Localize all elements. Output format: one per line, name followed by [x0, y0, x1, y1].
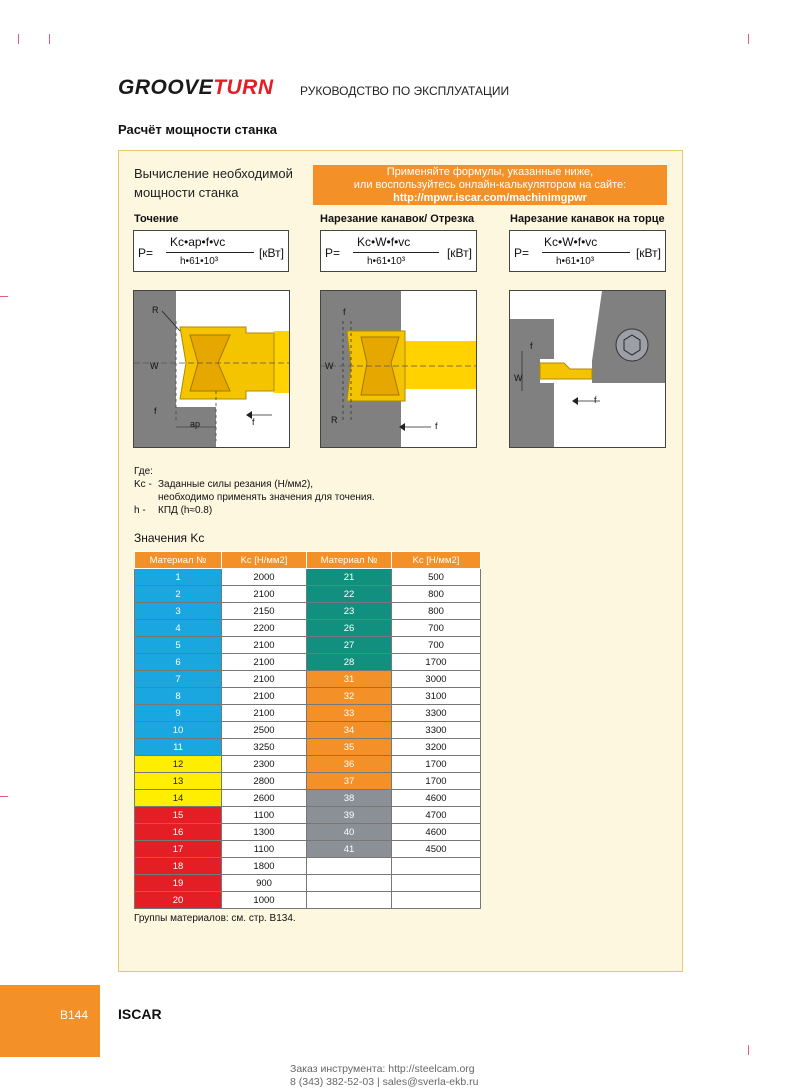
grooving-diagram [320, 290, 477, 448]
banner-line1: Применяйте формулы, указанные ниже, [386, 166, 594, 178]
material-cell: 6 [135, 654, 222, 671]
material-cell: 32 [307, 688, 392, 705]
legend-h-row [134, 504, 534, 517]
material-cell: 28 [307, 654, 392, 671]
brand-logo [118, 76, 274, 100]
table-row [135, 807, 481, 824]
header-material-2: Материал № [307, 552, 392, 569]
material-cell: 19 [135, 875, 222, 892]
kc-value-cell [392, 858, 481, 875]
kc-table [134, 551, 481, 909]
formula-numerator: Kc•W•f•vc [544, 235, 598, 249]
f-label: f [530, 341, 533, 351]
table-row [135, 705, 481, 722]
formula-label-grooving: Нарезание канавок/ Отрезка [320, 213, 475, 225]
page-number: B144 [60, 1008, 89, 1022]
kc-value-cell: 900 [222, 875, 307, 892]
legend-kc-row [134, 478, 534, 491]
formula-unit: [кВт] [258, 246, 284, 260]
crop-mark [748, 1045, 749, 1055]
material-cell: 16 [135, 824, 222, 841]
material-cell: 38 [307, 790, 392, 807]
crop-mark [0, 296, 8, 297]
material-cell: 37 [307, 773, 392, 790]
formula-denominator: h•61•10³ [180, 256, 219, 267]
banner-line2: или воспользуйтесь онлайн-калькулятором на сайте: [353, 179, 627, 191]
kc-value-cell: 1100 [222, 807, 307, 824]
ap-label: ap [190, 419, 201, 429]
material-cell: 8 [135, 688, 222, 705]
material-cell: 27 [307, 637, 392, 654]
formula-p: P= [514, 246, 530, 260]
table-row [135, 824, 481, 841]
crop-mark [0, 796, 8, 797]
legend-kc-key: Kc - [134, 479, 152, 490]
table-row [135, 875, 481, 892]
material-cell: 36 [307, 756, 392, 773]
kc-value-cell: 2100 [222, 671, 307, 688]
calculator-banner [313, 165, 667, 205]
feed-label: f [435, 421, 438, 431]
kc-value-cell [392, 875, 481, 892]
f-label: f [154, 406, 157, 416]
kc-value-cell: 2200 [222, 620, 307, 637]
material-cell: 31 [307, 671, 392, 688]
face-grooving-diagram [509, 290, 666, 448]
table-row [135, 841, 481, 858]
fraction-line [542, 252, 630, 253]
turning-diagram [133, 290, 290, 448]
fraction-line [166, 252, 254, 253]
kc-value-cell: 2500 [222, 722, 307, 739]
legend-kc-text2: необходимо применять значения для точения. [158, 492, 375, 503]
material-cell: 21 [307, 569, 392, 586]
formula-box-face-grooving [509, 230, 666, 272]
kc-value-cell: 2100 [222, 586, 307, 603]
kc-value-cell: 4600 [392, 790, 481, 807]
panel-heading-line1: Вычисление необходимой [134, 166, 293, 181]
material-cell [307, 875, 392, 892]
kc-value-cell: 1100 [222, 841, 307, 858]
table-row [135, 569, 481, 586]
material-cell: 20 [135, 892, 222, 909]
formula-box-turning [133, 230, 289, 272]
section-title: Расчёт мощности станка [118, 122, 277, 137]
material-cell: 33 [307, 705, 392, 722]
material-cell: 12 [135, 756, 222, 773]
material-cell: 22 [307, 586, 392, 603]
kc-value-cell: 700 [392, 637, 481, 654]
table-row [135, 603, 481, 620]
table-row [135, 637, 481, 654]
formula-label-face-grooving: Нарезание канавок на торце [510, 213, 665, 225]
table-row [135, 790, 481, 807]
material-cell: 4 [135, 620, 222, 637]
kc-value-cell: 1300 [222, 824, 307, 841]
material-cell: 13 [135, 773, 222, 790]
material-cell: 5 [135, 637, 222, 654]
kc-value-cell: 1700 [392, 756, 481, 773]
legend-h-key: h - [134, 505, 146, 516]
material-cell: 2 [135, 586, 222, 603]
kc-value-cell: 2100 [222, 688, 307, 705]
table-row [135, 671, 481, 688]
material-cell: 26 [307, 620, 392, 637]
feed-label: f [252, 417, 255, 427]
contact-info [290, 1063, 478, 1089]
kc-table-header [135, 552, 481, 569]
formula-numerator: Kc•W•f•vc [357, 235, 411, 249]
w-label: W [325, 361, 334, 371]
formula-denominator: h•61•10³ [556, 256, 595, 267]
kc-value-cell: 800 [392, 586, 481, 603]
kc-value-cell: 2000 [222, 569, 307, 586]
kc-value-cell: 700 [392, 620, 481, 637]
kc-value-cell: 800 [392, 603, 481, 620]
header-kc-2: Kc [Н/мм2] [392, 552, 481, 569]
formula-unit: [кВт] [635, 246, 661, 260]
table-row [135, 586, 481, 603]
formula-unit: [кВт] [446, 246, 472, 260]
header-material-1: Материал № [135, 552, 222, 569]
w-label: W [150, 361, 159, 371]
f-label: f [343, 307, 346, 317]
r-label: R [152, 305, 159, 315]
table-row [135, 739, 481, 756]
feed-label: f [594, 395, 597, 405]
table-row [135, 688, 481, 705]
table-row [135, 892, 481, 909]
material-cell: 14 [135, 790, 222, 807]
table-row [135, 654, 481, 671]
material-cell: 15 [135, 807, 222, 824]
kc-value-cell: 2100 [222, 705, 307, 722]
kc-value-cell: 2150 [222, 603, 307, 620]
crop-mark [748, 34, 749, 44]
kc-value-cell: 2100 [222, 654, 307, 671]
page-subtitle: РУКОВОДСТВО ПО ЭКСПЛУАТАЦИИ [300, 84, 510, 98]
kc-value-cell: 3250 [222, 739, 307, 756]
kc-table-title: Значения Kc [134, 531, 205, 545]
formula-denominator: h•61•10³ [367, 256, 406, 267]
header-kc-1: Kc [Н/мм2] [222, 552, 307, 569]
kc-value-cell: 1700 [392, 773, 481, 790]
kc-value-cell: 500 [392, 569, 481, 586]
kc-table-note: Группы материалов: см. стр. B134. [134, 913, 296, 924]
kc-value-cell: 3200 [392, 739, 481, 756]
formula-label-turning: Точение [134, 213, 179, 225]
material-cell: 34 [307, 722, 392, 739]
brand-part2: TURN [213, 76, 274, 99]
fraction-line [353, 252, 439, 253]
face-grooving-diagram-svg [510, 291, 666, 448]
kc-value-cell: 4600 [392, 824, 481, 841]
kc-table-body [135, 569, 481, 909]
formula-p: P= [138, 246, 154, 260]
calculator-link[interactable]: http://mpwr.iscar.com/machinimgpwr [393, 192, 587, 204]
legend-where: Где: [134, 466, 153, 477]
formula-p: P= [325, 246, 341, 260]
material-cell: 18 [135, 858, 222, 875]
kc-value-cell [392, 892, 481, 909]
legend-kc-row2 [134, 491, 534, 504]
formula-numerator: Kc•ap•f•vc [170, 235, 226, 249]
formula-box-grooving [320, 230, 477, 272]
contact-line1: Заказ инструмента: http://steelcam.org [290, 1063, 475, 1075]
w-label: W [514, 373, 523, 383]
footer-brand: ISCAR [118, 1006, 162, 1022]
material-cell: 23 [307, 603, 392, 620]
table-row [135, 858, 481, 875]
material-cell: 3 [135, 603, 222, 620]
panel-heading-line2: мощности станка [134, 185, 239, 200]
panel-heading [134, 164, 314, 202]
material-cell: 10 [135, 722, 222, 739]
kc-value-cell: 1800 [222, 858, 307, 875]
kc-value-cell: 1700 [392, 654, 481, 671]
kc-value-cell: 3300 [392, 722, 481, 739]
material-cell: 9 [135, 705, 222, 722]
material-cell: 11 [135, 739, 222, 756]
kc-value-cell: 2100 [222, 637, 307, 654]
material-cell: 40 [307, 824, 392, 841]
kc-value-cell: 3100 [392, 688, 481, 705]
contact-line2: 8 (343) 382-52-03 | sales@sverla-ekb.ru [290, 1076, 479, 1088]
crop-mark [18, 34, 19, 44]
kc-value-cell: 3300 [392, 705, 481, 722]
brand-part1: GROOVE [118, 76, 214, 99]
material-cell: 1 [135, 569, 222, 586]
kc-value-cell: 3000 [392, 671, 481, 688]
kc-value-cell: 2300 [222, 756, 307, 773]
material-cell [307, 858, 392, 875]
table-row [135, 773, 481, 790]
crop-mark [49, 34, 50, 44]
table-row [135, 756, 481, 773]
legend [134, 465, 534, 517]
material-cell: 7 [135, 671, 222, 688]
legend-kc-text1: Заданные силы резания (Н/мм2), [158, 479, 314, 490]
table-row [135, 620, 481, 637]
kc-value-cell: 1000 [222, 892, 307, 909]
r-label: R [331, 415, 338, 425]
material-cell: 35 [307, 739, 392, 756]
material-cell: 17 [135, 841, 222, 858]
kc-value-cell: 4500 [392, 841, 481, 858]
kc-value-cell: 2800 [222, 773, 307, 790]
material-cell: 39 [307, 807, 392, 824]
table-row [135, 722, 481, 739]
material-cell [307, 892, 392, 909]
kc-value-cell: 4700 [392, 807, 481, 824]
kc-value-cell: 2600 [222, 790, 307, 807]
legend-h-text: КПД (h≈0.8) [158, 505, 213, 516]
material-cell: 41 [307, 841, 392, 858]
